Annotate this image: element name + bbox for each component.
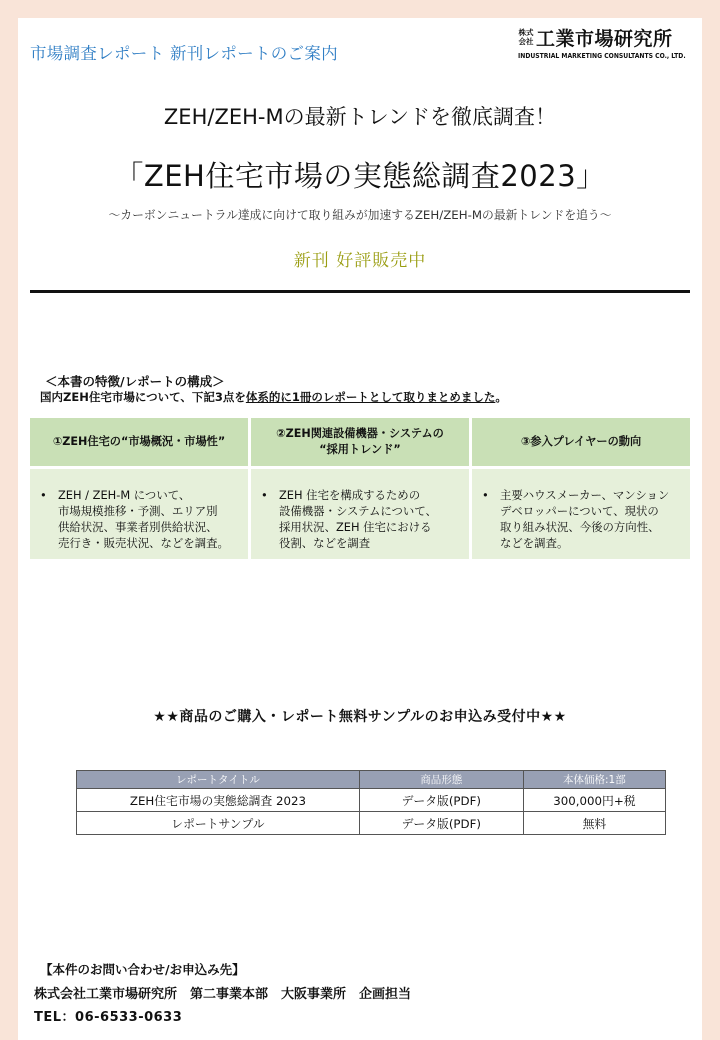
feature-header-3: ③参入プレイヤーの動向 [472,418,690,466]
col-header-price: 本体価格:1部 [523,771,665,789]
order-table [76,770,666,835]
bullet: • [482,488,489,502]
logo-english: INDUSTRIAL MARKETING CONSULTANTS CO., LTD. [518,52,686,60]
report-subtitle: ～カーボンニュートラル達成に向けて取り組みが加速するZEH/ZEH-Mの最新トレンドを追う～ [108,208,612,222]
order-table-header [77,771,666,789]
table-row [77,789,666,812]
release-label: 新刊 好評販売中 [293,251,427,271]
cell-title: レポートサンプル [77,812,360,835]
features-heading: ＜本書の特徴/レポートの構成＞ [45,374,225,389]
bullet: • [261,488,268,502]
logo-kabushiki: 株式会社 [518,28,534,46]
company-logo [516,24,696,66]
summary-post: 。 [495,390,507,404]
features-body-row [30,469,690,559]
contact-name: 株式会社工業市場研究所 第二事業本部 大阪事業所 企画担当 [34,987,412,1002]
report-title: 「ZEH住宅市場の実態総調査2023」 [114,159,606,193]
feature-header-2: ②ZEH関連設備機器・システムの “採用トレンド” [251,418,469,466]
tagline: ZEH/ZEH-Mの最新トレンドを徹底調査！ [163,105,557,129]
contact-tel: TEL：06-6533-0633 [34,1010,183,1025]
feature-body-3-text: 主要ハウスメーカー、マンション デベロッパーについて、現状の 取り組み状況、今後の方向性、 などを調査。 [500,488,670,550]
feature-body-2-text: ZEH 住宅を構成するための 設備機器・システムについて、 採用状況、ZEH 住宅における 役割、などを調査 [279,488,437,550]
features-summary [40,389,507,405]
divider [30,290,690,293]
cell-price: 300,000円+税 [523,789,665,812]
features-header-row [30,418,690,466]
col-header-format: 商品形態 [359,771,523,789]
feature-header-1: ①ZEH住宅の“市場概況・市場性” [30,418,248,466]
feature-body-2 [251,469,469,559]
feature-body-1 [30,469,248,559]
cell-format: データ版(PDF) [359,812,523,835]
col-header-title: レポートタイトル [77,771,360,789]
contact-heading: 【本件のお問い合わせ/お申込み先】 [40,962,245,977]
feature-body-3 [472,469,690,559]
cell-title: ZEH住宅市場の実態総調査 2023 [77,789,360,812]
features-table [30,418,690,559]
summary-underlined: 体系的に1冊のレポートとして取りまとめました [245,390,496,404]
summary-pre: 国内ZEH住宅市場について、下記3点を [40,390,246,404]
logo-name: 工業市場研究所 [536,28,673,50]
flyer-page [18,18,702,1040]
table-row [77,812,666,835]
cell-format: データ版(PDF) [359,789,523,812]
bullet: • [40,488,47,502]
purchase-cta: ★★商品のご購入・レポート無料サンプルのお申込み受付中★★ [153,709,567,725]
feature-body-1-text: ZEH / ZEH-M について、 市場規模推移・予測、エリア別 供給状況、事業者別供給状況、 売行き・販売状況、などを調査。 [58,488,229,550]
header-tag: 市場調査レポート 新刊レポートのご案内 [30,44,338,63]
cell-price: 無料 [523,812,665,835]
